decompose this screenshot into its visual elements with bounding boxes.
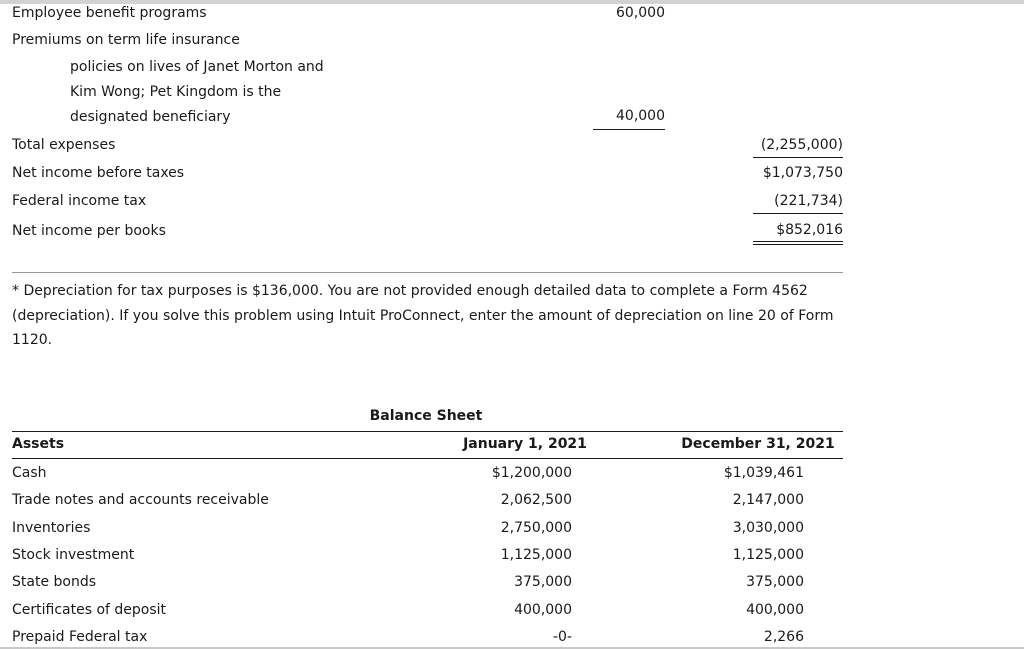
policies-line-3: designated beneficiary <box>70 109 231 125</box>
row-label: State bonds <box>12 574 97 590</box>
premiums-label: Premiums on term life insurance <box>12 32 240 48</box>
row-december-value: 2,147,000 <box>732 492 804 508</box>
net-income-books-amount: $852,016 <box>776 222 843 238</box>
assets-header: Assets <box>12 436 65 452</box>
federal-tax-label: Federal income tax <box>12 193 147 209</box>
benefit-amount: 60,000 <box>616 5 665 21</box>
row-january-value: -0- <box>552 629 572 645</box>
premiums-amount: 40,000 <box>616 108 665 124</box>
row-december-value: 2,266 <box>763 629 804 645</box>
row-december-value: 3,030,000 <box>732 520 804 536</box>
row-december-value: $1,039,461 <box>723 465 804 481</box>
net-before-taxes-amount: $1,073,750 <box>762 165 843 181</box>
policies-line-1: policies on lives of Janet Morton and <box>70 59 324 75</box>
balance-sheet-title: Balance Sheet <box>369 408 483 424</box>
net-before-taxes-label: Net income before taxes <box>12 165 185 181</box>
row-january-value: $1,200,000 <box>491 465 572 481</box>
header-bottom-rule <box>12 458 843 459</box>
row-january-value: 2,750,000 <box>500 520 572 536</box>
total-expenses-amount: (2,255,000) <box>760 137 843 153</box>
row-label: Inventories <box>12 520 91 536</box>
row-december-value: 400,000 <box>746 602 804 618</box>
row-january-value: 2,062,500 <box>500 492 572 508</box>
row-january-value: 375,000 <box>514 574 572 590</box>
row-label: Stock investment <box>12 547 135 563</box>
policies-line-2: Kim Wong; Pet Kingdom is the <box>70 84 282 100</box>
premiums-underline <box>593 129 665 130</box>
row-label: Prepaid Federal tax <box>12 629 148 645</box>
december-column-header: December 31, 2021 <box>681 436 835 452</box>
row-label: Certificates of deposit <box>12 602 167 618</box>
benefit-label: Employee benefit programs <box>12 5 207 21</box>
total-expenses-underline <box>753 157 843 158</box>
net-income-double-underline <box>753 241 843 245</box>
federal-tax-amount: (221,734) <box>774 193 843 209</box>
net-income-books-label: Net income per books <box>12 223 166 239</box>
balance-sheet-top-rule <box>12 431 843 432</box>
depreciation-footnote: * Depreciation for tax purposes is $136,000. You are not provided enough detailed data to complete a Form 4562 (depreciation). If you solve this problem using Intuit ProConnect, enter the amount of depreciation on line 20 of Form 1120. <box>12 283 834 348</box>
total-expenses-label: Total expenses <box>12 137 116 153</box>
row-label: Cash <box>12 465 47 481</box>
row-january-value: 400,000 <box>514 602 572 618</box>
row-december-value: 375,000 <box>746 574 804 590</box>
federal-tax-underline <box>753 213 843 214</box>
january-column-header: January 1, 2021 <box>463 436 587 452</box>
row-december-value: 1,125,000 <box>732 547 804 563</box>
row-label: Trade notes and accounts receivable <box>12 492 269 508</box>
row-january-value: 1,125,000 <box>500 547 572 563</box>
footnote-divider <box>12 272 843 273</box>
